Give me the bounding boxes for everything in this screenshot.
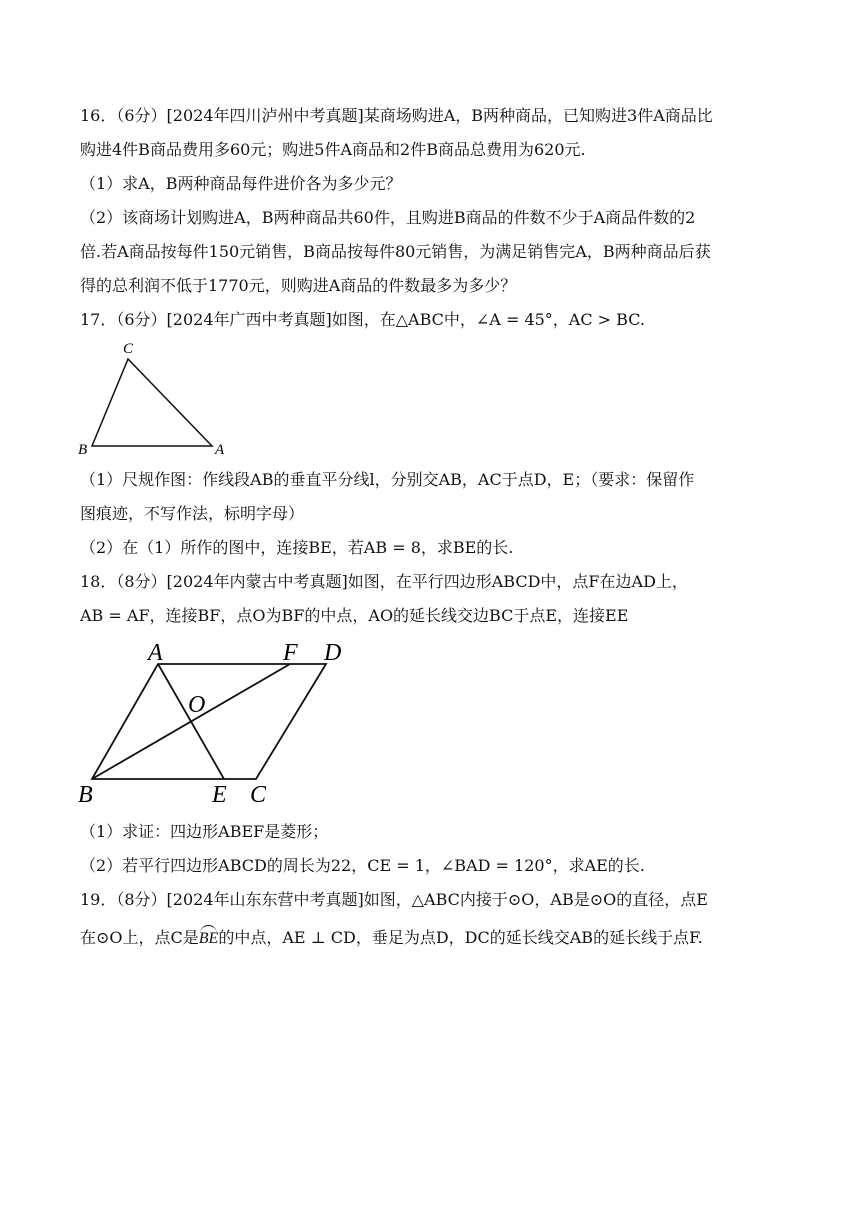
q16-line-1: 16．（6分）[2024年四川泸州中考真题]某商场购进A，B两种商品，已知购进3件A商品比 bbox=[80, 106, 713, 125]
q18-part-1: （1）求证：四边形ABEF是菱形； bbox=[80, 822, 329, 841]
q17-part-1-line-1: （1）尺规作图：作线段AB的垂直平分线l，分别交AB，AC于点D，E；（要求：保留作 bbox=[80, 470, 695, 489]
q17-line-1: 17．（6分）[2024年广西中考真题]如图，在△ABC中，∠A = 45°，AC > BC. bbox=[80, 310, 645, 329]
triangle-abc-figure bbox=[70, 336, 240, 462]
figure18-label-b: B bbox=[78, 782, 93, 808]
q19-line-2 bbox=[80, 928, 703, 949]
figure18-label-d: D bbox=[324, 640, 342, 666]
q17-part-2: （2）在（1）所作的图中，连接BE，若AB = 8，求BE的长. bbox=[80, 538, 514, 557]
q19-line-2-end: 的中点，AE ⊥ CD，垂足为点D，DC的延长线交AB的延长线于点F. bbox=[218, 928, 703, 947]
figure17-label-a: A bbox=[215, 442, 225, 458]
figure18-label-o: O bbox=[188, 692, 206, 718]
figure17-label-c: C bbox=[123, 341, 134, 357]
arc-be: BE bbox=[198, 930, 219, 947]
q16-part-2-line-2: 倍.若A商品按每件150元销售，B商品按每件80元销售，为满足销售完A，B两种商品后获 bbox=[80, 242, 711, 261]
q16-part-2-line-1: （2）该商场计划购进A，B两种商品共60件，且购进B商品的件数不少于A商品件数的2 bbox=[80, 208, 696, 227]
q16-part-2-line-3: 得的总利润不低于1770元，则购进A商品的件数最多为多少？ bbox=[80, 276, 517, 295]
parallelogram-abcd-figure bbox=[70, 636, 360, 808]
q17-part-1-line-2: 图痕迹，不写作法，标明字母） bbox=[80, 504, 305, 523]
q16-line-2: 购进4件B商品费用多60元；购进5件A商品和2件B商品总费用为620元. bbox=[80, 140, 586, 159]
figure18-label-c: C bbox=[250, 782, 267, 808]
q19-line-2-start: 在⊙O上，点C是 bbox=[80, 928, 199, 947]
q16-part-1: （1）求A，B两种商品每件进价各为多少元？ bbox=[80, 174, 402, 193]
figure18-label-e: E bbox=[212, 782, 227, 808]
q18-part-2: （2）若平行四边形ABCD的周长为22，CE = 1，∠BAD = 120°，求AE的长. bbox=[80, 856, 645, 875]
figure17-label-b: B bbox=[78, 442, 88, 458]
q18-line-1: 18．（8分）[2024年内蒙古中考真题]如图，在平行四边形ABCD中，点F在边AD上， bbox=[80, 572, 688, 591]
q18-line-2: AB = AF，连接BF，点O为BF的中点，AO的延长线交边BC于点E，连接EE bbox=[80, 606, 629, 625]
q19-line-1: 19．（8分）[2024年山东东营中考真题]如图，△ABC内接于⊙O，AB是⊙O的直径，点E bbox=[80, 890, 708, 909]
figure18-label-f: F bbox=[283, 640, 298, 666]
figure18-label-a: A bbox=[148, 640, 163, 666]
